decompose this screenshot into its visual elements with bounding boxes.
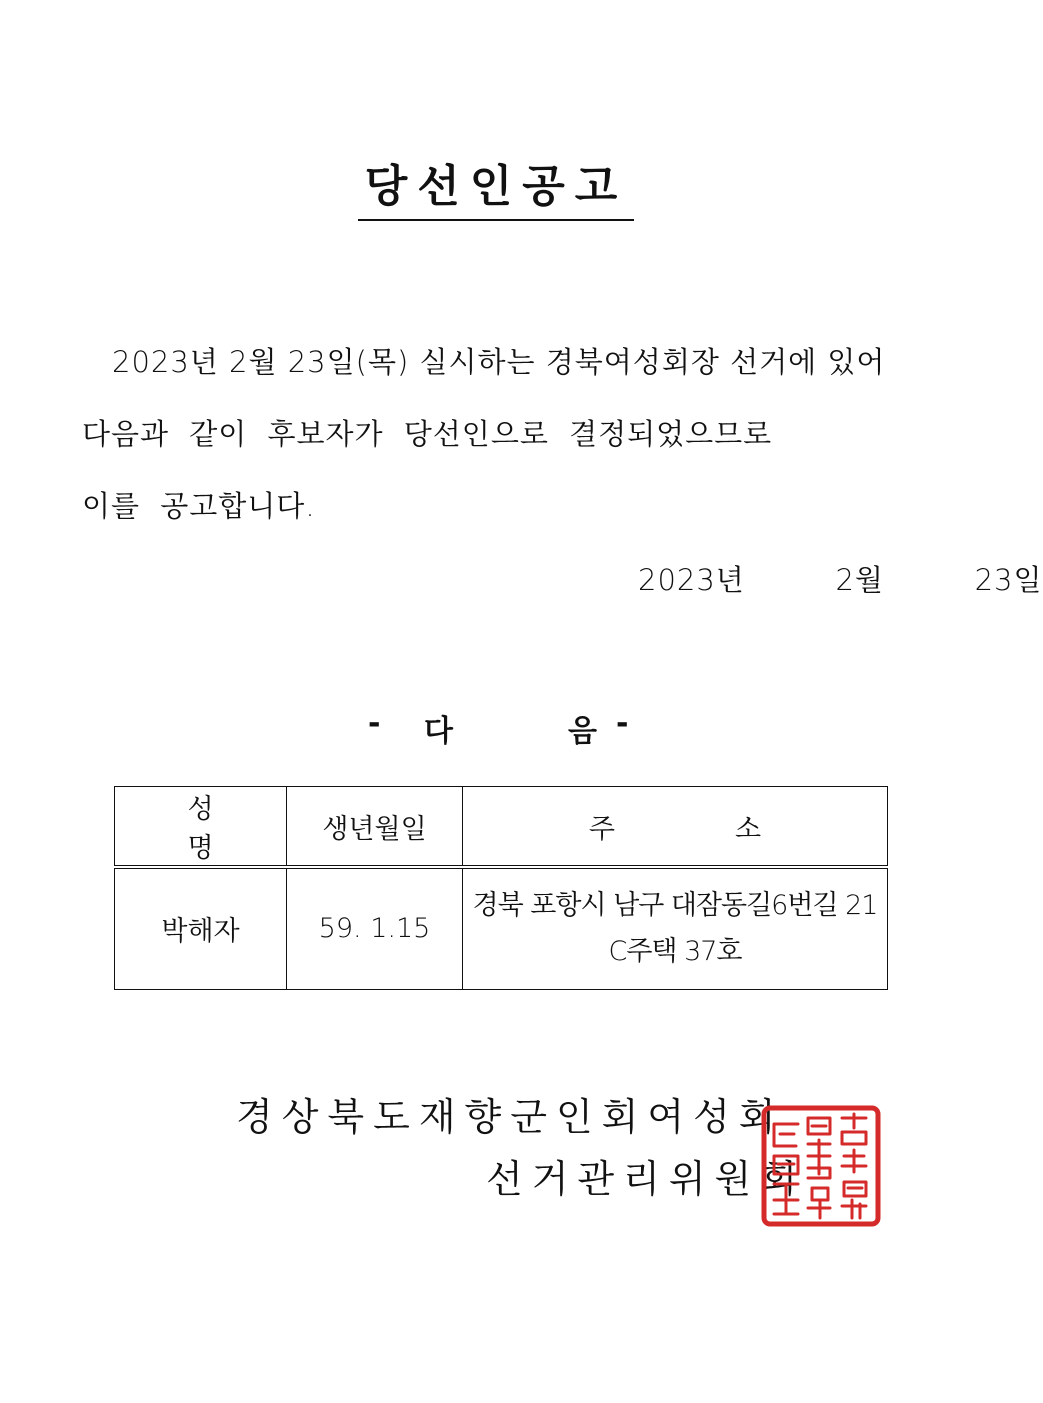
heading-word-da: 다 [424, 714, 453, 749]
official-seal-stamp [760, 1104, 882, 1228]
notice-title: 당선인공고 [364, 161, 628, 212]
table-row [115, 867, 888, 989]
cell-address [463, 867, 888, 989]
title-underline [358, 219, 634, 221]
issue-date: 2023년 2월 23일 [638, 563, 1043, 597]
body-text-line-1: 2023년 2월 23일(목) 실시하는 경북여성회장 선거에 있어 [112, 345, 886, 379]
issuer-committee: 선거관리위원회 [486, 1157, 806, 1201]
header-name: 성명 [115, 787, 287, 868]
body-text-line-2: 다음과 같이 후보자가 당선인으로 결정되었으므로 [82, 417, 773, 451]
heading-dash-left: - [368, 706, 381, 741]
address-line-1: 경북 포항시 남구 대잠동길6번길 21 [472, 889, 878, 921]
table-header-row [115, 787, 888, 868]
heading-word-eum: 음 [568, 714, 597, 749]
cell-birthdate: 59. 1.15 [287, 867, 463, 989]
header-birthdate: 생년월일 [287, 787, 463, 868]
body-text-line-3: 이를 공고합니다. [82, 489, 316, 523]
notice-heading [368, 706, 648, 748]
issuer-organization: 경상북도재향군인회여성회 [236, 1095, 785, 1139]
elected-person-table [114, 786, 888, 990]
header-address: 주소 [463, 787, 888, 868]
cell-name: 박해자 [115, 867, 287, 989]
heading-dash-right: - [616, 706, 629, 741]
address-line-2: C주택 37호 [608, 935, 742, 967]
